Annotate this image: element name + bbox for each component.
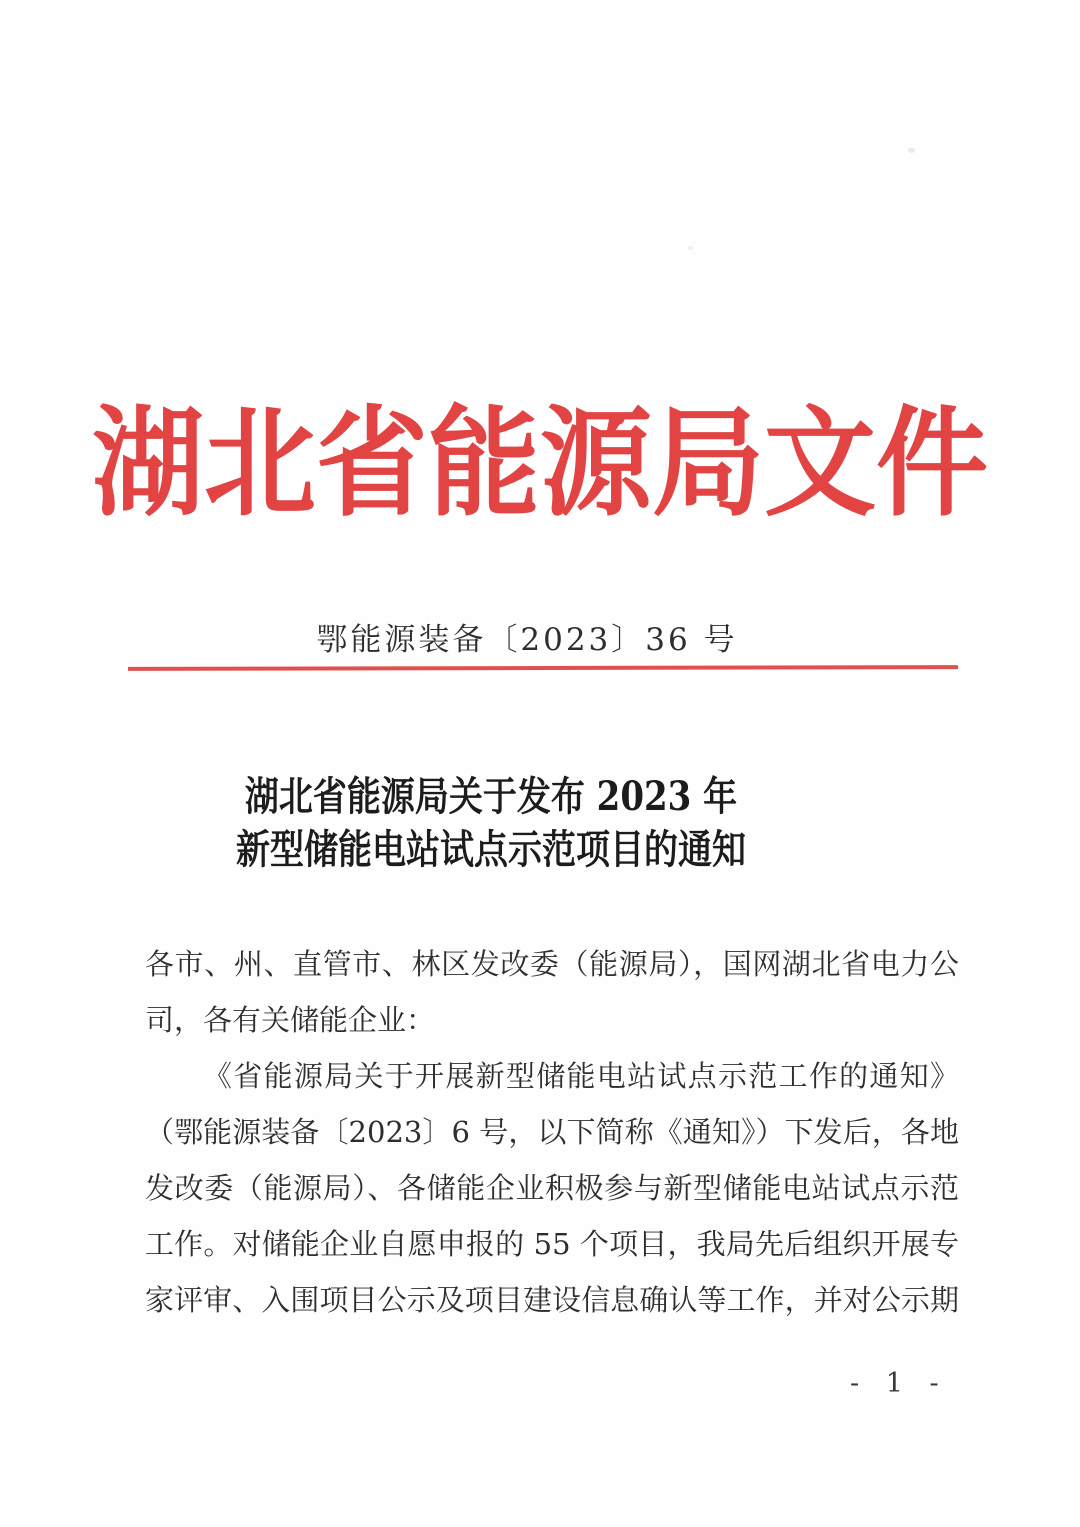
document-body [145, 936, 959, 1328]
document-title [32, 770, 950, 876]
body-line-paragraph-2: （鄂能源装备〔2023〕6 号，以下简称《通知》）下发后，各地 [145, 1115, 959, 1149]
body-line-paragraph-4: 工作。对储能企业自愿申报的 55 个项目，我局先后组织开展专 [145, 1227, 959, 1261]
scan-artifact [908, 148, 915, 153]
scan-artifact [688, 246, 693, 250]
page-number: - 1 - [850, 1368, 948, 1399]
document-number: 鄂能源装备〔2023〕36 号 [316, 622, 738, 658]
body-line-recipients-2: 司，各有关储能企业： [145, 1003, 436, 1037]
body-line-paragraph-1: 《省能源局关于开展新型储能电站试点示范工作的通知》 [203, 1059, 959, 1093]
body-line-recipients-1: 各市、州、直管市、林区发改委（能源局），国网湖北省电力公 [145, 947, 959, 981]
document-title-line2: 新型储能电站试点示范项目的通知 [236, 826, 746, 873]
red-divider-line [128, 665, 958, 671]
body-line-paragraph-5: 家评审、入围项目公示及项目建设信息确认等工作，并对公示期 [145, 1283, 959, 1317]
body-line-paragraph-3: 发改委（能源局）、各储能企业积极参与新型储能电站试点示范 [145, 1171, 959, 1205]
agency-masthead: 湖北省能源局文件 [92, 394, 988, 533]
document-title-line1: 湖北省能源局关于发布 2023 年 [244, 773, 738, 820]
